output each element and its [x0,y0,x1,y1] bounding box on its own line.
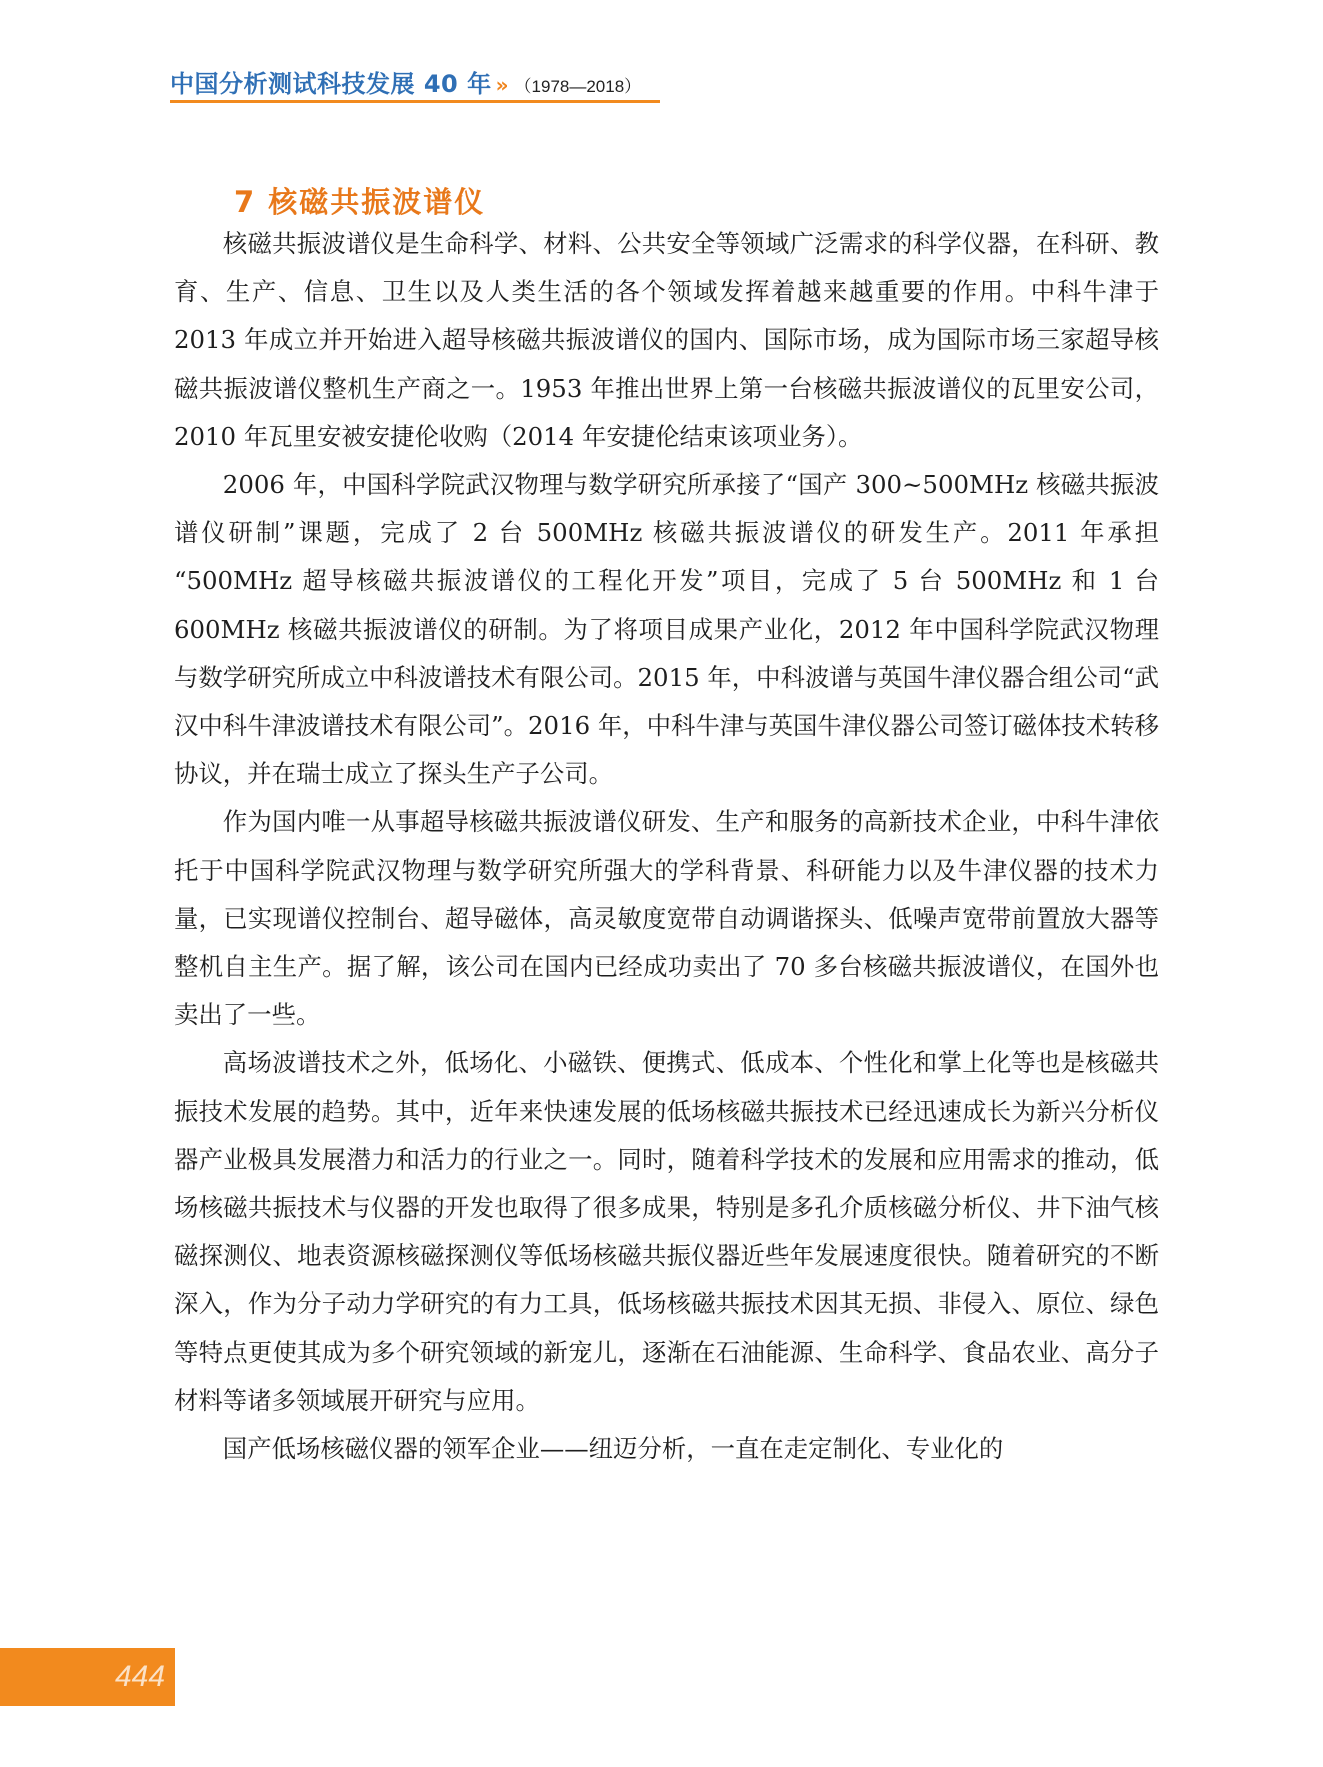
paragraph: 国产低场核磁仪器的领军企业——纽迈分析，一直在走定制化、专业化的 [222,1434,1004,1464]
year-range: （1978—2018） [514,77,642,96]
book-title: 中国分析测试科技发展 40 年 [170,70,492,98]
section-title: 7 核磁共振波谱仪 [234,185,486,219]
paragraph: 2006 年，中国科学院武汉物理与数学研究所承接了“国产 300~500MHz 核磁共振波谱仪研制”课题，完成了 2 台 500MHz 核磁共振波谱仪的研发生产。2011 年承担 “500MHz 超导核磁共振波谱仪的工程化开发”项目，完成了 5 台 500MHz 和 1 台 600MHz 核磁共振波谱仪的研制。为了将项目成果产业化，2012 年中国科学院武汉物理与数学研究所成立中科波谱技术有限公司。2015 年，中科波谱与英国牛津仪器合组公司“武汉中科牛津波谱技术有限公司”。2016 年，中科牛津与英国牛津仪器公司签订磁体技术转移协议，并在瑞士成立了探头生产子公司。 [174,470,1159,789]
body-text [174,220,1159,1473]
header-divider [170,100,660,103]
paragraph: 作为国内唯一从事超导核磁共振波谱仪研发、生产和服务的高新技术企业，中科牛津依托于中国科学院武汉物理与数学研究所强大的学科背景、科研能力以及牛津仪器的技术力量，已实现谱仪控制台、超导磁体，高灵敏度宽带自动调谐探头、低噪声宽带前置放大器等整机自主生产。据了解，该公司在国内已经成功卖出了 70 多台核磁共振波谱仪，在国外也卖出了一些。 [174,807,1159,1030]
paragraph: 高场波谱技术之外，低场化、小磁铁、便携式、低成本、个性化和掌上化等也是核磁共振技术发展的趋势。其中，近年来快速发展的低场核磁共振技术已经迅速成长为新兴分析仪器产业极具发展潜力和活力的行业之一。同时，随着科学技术的发展和应用需求的推动，低场核磁共振技术与仪器的开发也取得了很多成果，特别是多孔介质核磁分析仪、井下油气核磁探测仪、地表资源核磁探测仪等低场核磁共振仪器近些年发展速度很快。随着研究的不断深入，作为分子动力学研究的有力工具，低场核磁共振技术因其无损、非侵入、原位、绿色等特点更使其成为多个研究领域的新宠儿，逐渐在石油能源、生命科学、食品农业、高分子材料等诸多领域展开研究与应用。 [174,1048,1159,1415]
running-header-text [170,70,641,101]
double-chevron-icon: » [495,73,509,97]
paragraph: 核磁共振波谱仪是生命科学、材料、公共安全等领域广泛需求的科学仪器，在科研、教育、生产、信息、卫生以及人类生活的各个领域发挥着越来越重要的作用。中科牛津于2013 年成立并开始进入超导核磁共振波谱仪的国内、国际市场，成为国际市场三家超导核磁共振波谱仪整机生产商之一。1953 年推出世界上第一台核磁共振波谱仪的瓦里安公司，2010 年瓦里安被安捷伦收购（2014 年安捷伦结束该项业务）。 [174,229,1159,451]
running-header [170,62,660,106]
page-number: 444 [115,1660,166,1693]
page-number-tab [0,1648,175,1706]
